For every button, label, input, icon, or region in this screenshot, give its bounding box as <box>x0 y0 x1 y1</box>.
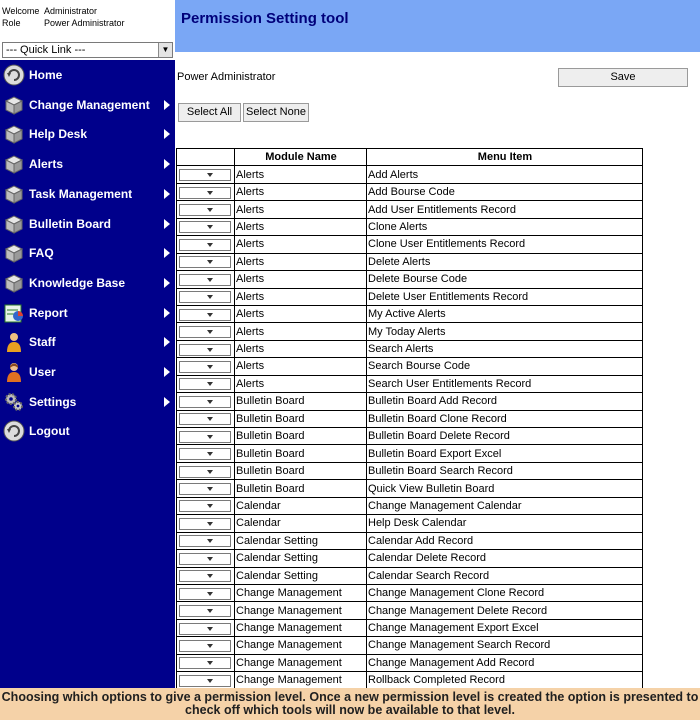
role-name-label: Power Administrator <box>177 71 276 83</box>
left-panel <box>0 0 175 688</box>
chevron-down-icon <box>207 260 213 264</box>
sidebar-item-label: Settings <box>29 394 77 409</box>
page-title: Permission Setting tool <box>181 10 349 27</box>
sidebar-item-label: Task Management <box>29 186 133 201</box>
permission-cell <box>177 672 235 689</box>
chevron-down-icon <box>207 592 213 596</box>
permission-select[interactable] <box>179 657 231 669</box>
table-row <box>177 236 643 253</box>
cube-icon <box>3 153 25 175</box>
menu-cell: Search Alerts <box>367 340 643 357</box>
chevron-right-icon <box>164 189 170 199</box>
chevron-down-icon <box>207 243 213 247</box>
sidebar-item-help-desk[interactable] <box>0 120 175 148</box>
menu-cell: Change Management Add Record <box>367 654 643 671</box>
permission-cell <box>177 567 235 584</box>
table-row <box>177 288 643 305</box>
sidebar-item-alerts[interactable] <box>0 150 175 178</box>
permission-select[interactable] <box>179 483 231 495</box>
module-cell: Change Management <box>235 584 367 601</box>
page-header <box>175 0 700 52</box>
permission-select[interactable] <box>179 221 231 233</box>
table-row <box>177 340 643 357</box>
chevron-down-icon <box>207 609 213 613</box>
sidebar-item-staff[interactable] <box>0 328 175 356</box>
permission-select[interactable] <box>179 623 231 635</box>
table-row <box>177 271 643 288</box>
chevron-right-icon <box>164 367 170 377</box>
gears-icon <box>3 391 25 413</box>
module-cell: Alerts <box>235 323 367 340</box>
permission-cell <box>177 166 235 183</box>
chevron-down-icon <box>207 539 213 543</box>
welcome-value: Administrator <box>44 6 98 16</box>
chevron-right-icon <box>164 397 170 407</box>
report-chart-icon <box>3 302 25 324</box>
home-icon <box>3 64 25 86</box>
permission-cell <box>177 532 235 549</box>
select-all-button[interactable]: Select All <box>178 103 241 122</box>
permission-cell <box>177 410 235 427</box>
permission-cell <box>177 637 235 654</box>
permission-select[interactable] <box>179 448 231 460</box>
chevron-down-icon <box>207 295 213 299</box>
permission-select[interactable] <box>179 309 231 321</box>
table-row <box>177 480 643 497</box>
menu-cell: My Active Alerts <box>367 305 643 322</box>
chevron-down-icon <box>207 661 213 665</box>
permission-select[interactable] <box>179 291 231 303</box>
menu-cell: Change Management Export Excel <box>367 619 643 636</box>
chevron-right-icon <box>164 337 170 347</box>
table-row <box>177 201 643 218</box>
sidebar-item-home[interactable] <box>0 61 175 89</box>
permission-cell <box>177 183 235 200</box>
menu-cell: My Today Alerts <box>367 323 643 340</box>
table-row <box>177 515 643 532</box>
module-cell: Alerts <box>235 236 367 253</box>
module-cell: Alerts <box>235 358 367 375</box>
permission-select[interactable] <box>179 239 231 251</box>
table-row <box>177 393 643 410</box>
module-cell: Bulletin Board <box>235 480 367 497</box>
module-cell: Calendar <box>235 515 367 532</box>
module-cell: Calendar Setting <box>235 532 367 549</box>
permission-cell <box>177 497 235 514</box>
permission-cell <box>177 305 235 322</box>
sidebar-item-settings[interactable] <box>0 388 175 416</box>
permission-select[interactable] <box>179 570 231 582</box>
sidebar-item-change-management[interactable] <box>0 91 175 119</box>
permission-select[interactable] <box>179 204 231 216</box>
chevron-down-icon <box>207 452 213 456</box>
sidebar-item-label: FAQ <box>29 246 54 261</box>
menu-cell: Help Desk Calendar <box>367 515 643 532</box>
user-info <box>0 0 175 40</box>
permission-cell <box>177 584 235 601</box>
sidebar-item-label: Knowledge Base <box>29 275 126 290</box>
cube-icon <box>3 94 25 116</box>
staff-person-icon <box>3 331 25 353</box>
chevron-down-icon <box>207 382 213 386</box>
permission-cell <box>177 340 235 357</box>
menu-cell: Change Management Delete Record <box>367 602 643 619</box>
chevron-right-icon <box>164 219 170 229</box>
menu-cell: Calendar Delete Record <box>367 550 643 567</box>
permission-cell <box>177 288 235 305</box>
cube-icon <box>3 242 25 264</box>
table-row <box>177 183 643 200</box>
table-row <box>177 410 643 427</box>
sidebar-item-label: Home <box>29 68 63 82</box>
permission-select[interactable] <box>179 256 231 268</box>
chevron-down-icon <box>207 208 213 212</box>
quick-link-select[interactable] <box>2 42 173 58</box>
permission-select[interactable] <box>179 500 231 512</box>
chevron-right-icon <box>164 159 170 169</box>
chevron-down-icon <box>207 173 213 177</box>
permission-select[interactable] <box>179 361 231 373</box>
permission-cell <box>177 602 235 619</box>
table-row <box>177 218 643 235</box>
permission-select[interactable] <box>179 187 231 199</box>
permission-table <box>176 148 643 690</box>
module-cell: Change Management <box>235 654 367 671</box>
chevron-down-icon <box>207 435 213 439</box>
menu-cell: Calendar Add Record <box>367 532 643 549</box>
chevron-right-icon <box>164 100 170 110</box>
chevron-down-icon <box>207 470 213 474</box>
chevron-down-icon <box>207 487 213 491</box>
sidebar-item-bulletin-board[interactable] <box>0 210 175 238</box>
quick-link-value: --- Quick Link --- <box>6 44 86 56</box>
permission-cell <box>177 201 235 218</box>
menu-cell: Quick View Bulletin Board <box>367 480 643 497</box>
permission-cell <box>177 428 235 445</box>
chevron-down-icon <box>207 627 213 631</box>
table-row <box>177 462 643 479</box>
chevron-down-icon <box>207 504 213 508</box>
chevron-down-icon <box>207 348 213 352</box>
table-row <box>177 323 643 340</box>
table-row <box>177 672 643 689</box>
module-cell: Alerts <box>235 218 367 235</box>
permission-cell <box>177 236 235 253</box>
menu-cell: Rollback Completed Record <box>367 672 643 689</box>
permission-select[interactable] <box>179 605 231 617</box>
sidebar-item-knowledge-base[interactable] <box>0 269 175 297</box>
permission-select[interactable] <box>179 274 231 286</box>
table-row <box>177 567 643 584</box>
permission-cell <box>177 515 235 532</box>
module-cell: Alerts <box>235 253 367 270</box>
module-cell: Bulletin Board <box>235 445 367 462</box>
module-cell: Alerts <box>235 166 367 183</box>
permission-select[interactable] <box>179 413 231 425</box>
module-cell: Alerts <box>235 340 367 357</box>
menu-cell: Bulletin Board Delete Record <box>367 428 643 445</box>
sidebar-item-label: Help Desk <box>29 127 88 142</box>
menu-cell: Change Management Search Record <box>367 637 643 654</box>
module-cell: Bulletin Board <box>235 428 367 445</box>
chevron-down-icon <box>207 417 213 421</box>
sidebar-item-label: Report <box>29 305 68 320</box>
permission-select[interactable] <box>179 588 231 600</box>
menu-cell: Clone Alerts <box>367 218 643 235</box>
permission-select[interactable] <box>179 640 231 652</box>
sidebar-item-label: Alerts <box>29 157 64 172</box>
chevron-right-icon <box>164 308 170 318</box>
cube-icon <box>3 123 25 145</box>
module-cell: Calendar Setting <box>235 550 367 567</box>
chevron-down-icon <box>207 400 213 404</box>
permission-select[interactable] <box>179 535 231 547</box>
permission-cell <box>177 358 235 375</box>
permission-select[interactable] <box>179 344 231 356</box>
sidebar-item-label: Staff <box>29 335 56 350</box>
role-row <box>2 17 125 29</box>
menu-cell: Search Bourse Code <box>367 358 643 375</box>
module-cell: Alerts <box>235 201 367 218</box>
permission-cell <box>177 253 235 270</box>
menu-cell: Delete Bourse Code <box>367 271 643 288</box>
save-button[interactable]: Save <box>558 68 688 87</box>
menu-cell: Delete User Entitlements Record <box>367 288 643 305</box>
chevron-down-icon <box>207 679 213 683</box>
menu-cell: Bulletin Board Add Record <box>367 393 643 410</box>
welcome-label: Welcome <box>2 6 40 16</box>
sidebar-item-label: Change Management <box>29 97 150 112</box>
permission-select[interactable] <box>179 466 231 478</box>
chevron-down-icon[interactable]: ▼ <box>158 43 172 57</box>
permission-select[interactable] <box>179 396 231 408</box>
select-column-header <box>177 149 235 166</box>
permission-select[interactable] <box>179 518 231 530</box>
sidebar-item-label: Logout <box>29 424 70 439</box>
module-cell: Bulletin Board <box>235 410 367 427</box>
permission-cell <box>177 619 235 636</box>
module-column-header: Module Name <box>235 149 367 166</box>
module-cell: Alerts <box>235 288 367 305</box>
menu-cell: Add User Entitlements Record <box>367 201 643 218</box>
table-row <box>177 358 643 375</box>
module-cell: Alerts <box>235 271 367 288</box>
cube-icon <box>3 213 25 235</box>
cube-icon <box>3 183 25 205</box>
table-row <box>177 253 643 270</box>
table-row <box>177 602 643 619</box>
table-row <box>177 497 643 514</box>
module-cell: Change Management <box>235 672 367 689</box>
menu-cell: Change Management Clone Record <box>367 584 643 601</box>
table-row <box>177 428 643 445</box>
permission-cell <box>177 375 235 392</box>
chevron-right-icon <box>164 248 170 258</box>
permission-select[interactable] <box>179 169 231 181</box>
chevron-down-icon <box>207 225 213 229</box>
screenshot-caption: Choosing which options to give a permission level. Once a new permission level is created the option is presented to check off which tools will now be available to that level. <box>0 688 700 720</box>
chevron-right-icon <box>164 129 170 139</box>
chevron-down-icon <box>207 313 213 317</box>
table-row <box>177 637 643 654</box>
table-row <box>177 375 643 392</box>
module-cell: Alerts <box>235 375 367 392</box>
module-cell: Bulletin Board <box>235 462 367 479</box>
menu-cell: Bulletin Board Export Excel <box>367 445 643 462</box>
chevron-down-icon <box>207 278 213 282</box>
permission-select[interactable] <box>179 675 231 687</box>
permission-cell <box>177 445 235 462</box>
chevron-down-icon <box>207 330 213 334</box>
sidebar-item-user[interactable] <box>0 358 175 386</box>
permission-cell <box>177 480 235 497</box>
table-row <box>177 550 643 567</box>
module-cell: Change Management <box>235 637 367 654</box>
table-row <box>177 654 643 671</box>
permission-cell <box>177 323 235 340</box>
module-cell: Change Management <box>235 619 367 636</box>
sidebar-item-faq[interactable] <box>0 239 175 267</box>
permission-cell <box>177 271 235 288</box>
module-cell: Bulletin Board <box>235 393 367 410</box>
permission-select[interactable] <box>179 553 231 565</box>
chevron-down-icon <box>207 557 213 561</box>
menu-cell: Add Bourse Code <box>367 183 643 200</box>
module-cell: Change Management <box>235 602 367 619</box>
role-value: Power Administrator <box>44 18 125 28</box>
menu-cell: Search User Entitlements Record <box>367 375 643 392</box>
module-cell: Calendar <box>235 497 367 514</box>
module-cell: Alerts <box>235 183 367 200</box>
menu-column-header: Menu Item <box>367 149 643 166</box>
welcome-row <box>2 5 97 17</box>
cube-icon <box>3 272 25 294</box>
menu-cell: Bulletin Board Clone Record <box>367 410 643 427</box>
permission-cell <box>177 550 235 567</box>
permission-select[interactable] <box>179 326 231 338</box>
chevron-down-icon <box>207 644 213 648</box>
menu-cell: Clone User Entitlements Record <box>367 236 643 253</box>
menu-cell: Calendar Search Record <box>367 567 643 584</box>
permission-cell <box>177 218 235 235</box>
sidebar-item-report[interactable] <box>0 299 175 327</box>
sidebar-item-logout[interactable] <box>0 417 175 445</box>
role-label: Role <box>2 18 21 28</box>
table-row <box>177 619 643 636</box>
menu-cell: Add Alerts <box>367 166 643 183</box>
sidebar-item-label: Bulletin Board <box>29 216 112 231</box>
chevron-down-icon <box>207 522 213 526</box>
menu-cell: Change Management Calendar <box>367 497 643 514</box>
sidebar-nav <box>0 60 175 688</box>
permission-cell <box>177 462 235 479</box>
sidebar-item-task-management[interactable] <box>0 180 175 208</box>
table-row <box>177 305 643 322</box>
chevron-down-icon <box>207 191 213 195</box>
table-row <box>177 166 643 183</box>
menu-cell: Bulletin Board Search Record <box>367 462 643 479</box>
user-person-icon <box>3 361 25 383</box>
table-row <box>177 532 643 549</box>
sidebar-item-label: User <box>29 365 56 379</box>
table-row <box>177 584 643 601</box>
chevron-right-icon <box>164 278 170 288</box>
chevron-down-icon <box>207 574 213 578</box>
permission-select[interactable] <box>179 431 231 443</box>
module-cell: Calendar Setting <box>235 567 367 584</box>
chevron-down-icon <box>207 365 213 369</box>
menu-cell: Delete Alerts <box>367 253 643 270</box>
logout-icon <box>3 420 25 442</box>
table-row <box>177 445 643 462</box>
table-header-row <box>177 149 643 166</box>
permission-cell <box>177 654 235 671</box>
select-none-button[interactable]: Select None <box>243 103 309 122</box>
module-cell: Alerts <box>235 305 367 322</box>
permission-select[interactable] <box>179 378 231 390</box>
permission-cell <box>177 393 235 410</box>
